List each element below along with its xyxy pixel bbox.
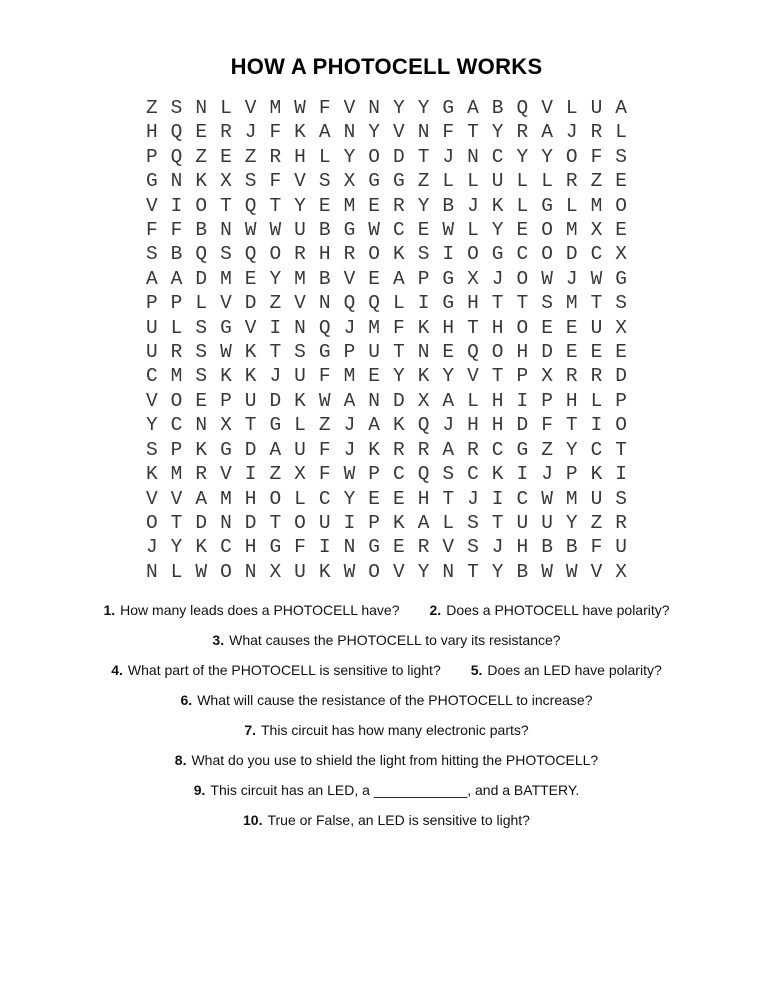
question-line xyxy=(0,752,773,769)
question-number: 8. xyxy=(174,752,187,769)
grid-row: JYKCHGFINGERVSJHBBFU xyxy=(145,536,641,559)
grid-row: ULSGVINQJMFKHTHOEEUX xyxy=(145,316,641,339)
question-5 xyxy=(471,662,662,679)
question-number: 10. xyxy=(243,812,263,829)
page-title: HOW A PHOTOCELL WORKS xyxy=(230,54,543,79)
question-line xyxy=(0,632,773,649)
grid-row: SPKGDAUFJKRRARCGZYCT xyxy=(145,438,641,461)
grid-row: KMRVIZXFWPCQSCKIJPKI xyxy=(145,463,641,486)
question-number: 3. xyxy=(212,632,225,649)
question-4 xyxy=(111,662,441,679)
grid-row: CMSKKJUFMEYKYVTPXRRD xyxy=(145,365,641,388)
question-9 xyxy=(194,782,580,799)
grid-row: NLWONXUKWOVYNTYBWWVX xyxy=(145,560,641,583)
word-search-grid xyxy=(0,96,773,584)
question-1 xyxy=(103,602,399,619)
question-text: What part of the PHOTOCELL is sensitive to light? xyxy=(127,662,441,679)
question-line xyxy=(0,722,773,739)
question-8 xyxy=(175,752,598,769)
question-7 xyxy=(244,722,528,739)
question-text: What do you use to shield the light from hitting the PHOTOCELL? xyxy=(191,752,599,769)
grid-row: PPLVDZVNQQLIGHTTSMTS xyxy=(145,292,641,315)
question-line xyxy=(0,602,773,619)
grid-row: ZSNLVMWFVNYYGABQVLUA xyxy=(145,97,641,119)
grid-row: HQERJFKANYVNFTYRAJRL xyxy=(145,121,641,144)
question-text: This circuit has how many electronic parts? xyxy=(261,722,529,739)
grid-row: VVAMHOLCYEEHTJICWMUS xyxy=(145,487,641,510)
question-text: What will cause the resistance of the PHOTOCELL to increase? xyxy=(197,692,593,709)
grid-row: VOEPUDKWANDXALHIPHLP xyxy=(145,389,641,412)
question-text: Does an LED have polarity? xyxy=(487,662,662,679)
questions-section xyxy=(0,602,773,829)
grid-row: OTDNDTOUIPKALSTUUYZR xyxy=(145,511,641,534)
question-3 xyxy=(212,632,560,649)
question-number: 4. xyxy=(111,662,123,679)
question-number: 9. xyxy=(193,782,206,799)
question-10 xyxy=(243,812,530,829)
grid-row: URSWKTSGPUTNEQOHDEEE xyxy=(145,341,641,364)
grid-row: AADMEYMBVEAPGXJOWJWG xyxy=(145,267,641,290)
question-line xyxy=(0,662,773,679)
question-number: 1. xyxy=(103,602,116,619)
grid-row: FFBNWWUBGWCEWLYEOMXE xyxy=(145,219,641,242)
grid-row: YCNXTGLZJAKQJHHDFTIO xyxy=(145,414,641,437)
question-line xyxy=(0,692,773,709)
question-text: This circuit has an LED, a ____________, and a BATTERY. xyxy=(210,782,580,799)
grid-row: SBQSQORHROKSIOGCODCX xyxy=(145,243,641,266)
question-number: 6. xyxy=(180,692,193,709)
grid-row: PQZEZRHLYODTJNCYYOFS xyxy=(145,145,641,168)
question-line xyxy=(0,782,773,799)
question-text: How many leads does a PHOTOCELL have? xyxy=(120,602,400,619)
question-line xyxy=(0,812,773,829)
question-text: What causes the PHOTOCELL to vary its resistance? xyxy=(229,632,561,649)
question-text: True or False, an LED is sensitive to light? xyxy=(267,812,530,829)
question-number: 5. xyxy=(470,662,483,679)
question-number: 7. xyxy=(244,722,256,739)
question-number: 2. xyxy=(429,602,442,619)
grid-row: VIOTQTYEMERYBJKLGLMO xyxy=(145,194,641,217)
question-2 xyxy=(430,602,670,619)
question-6 xyxy=(181,692,593,709)
grid-row: GNKXSFVSXGGZLLULLRZE xyxy=(145,170,641,193)
question-text: Does a PHOTOCELL have polarity? xyxy=(446,602,670,619)
